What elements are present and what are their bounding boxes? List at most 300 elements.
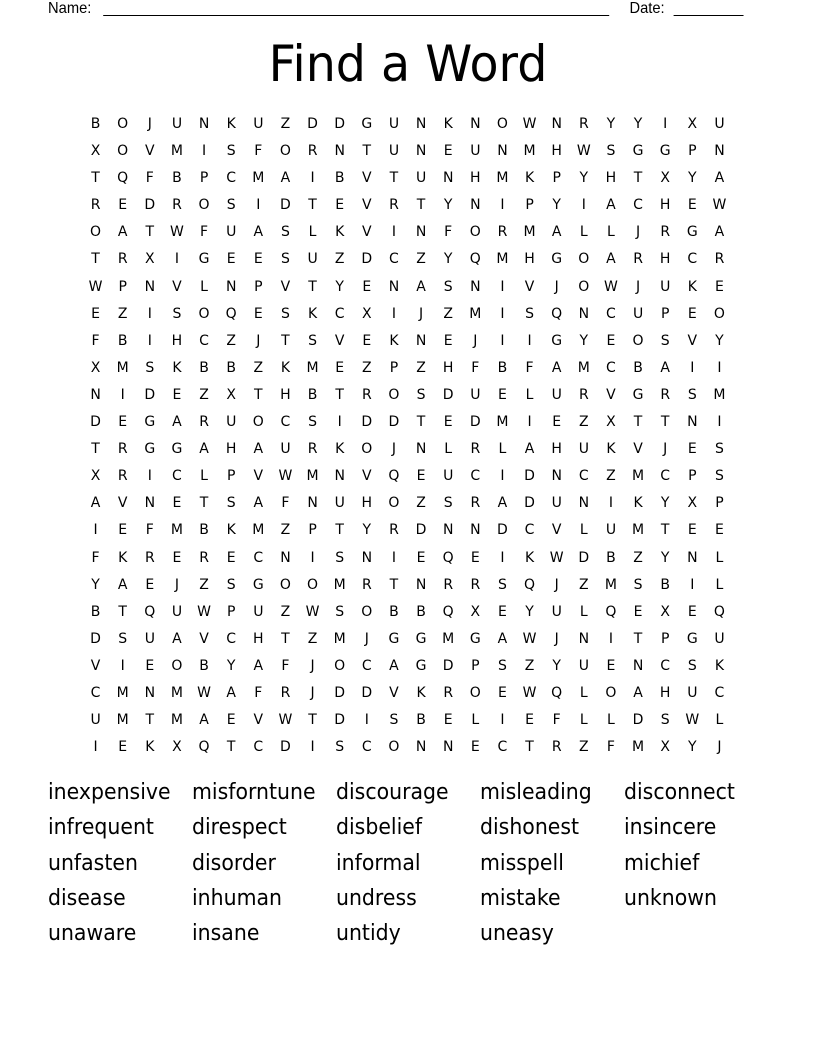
grid-cell[interactable]: S <box>226 197 236 214</box>
grid-cell[interactable]: D <box>524 495 535 512</box>
grid-cell[interactable]: H <box>659 684 671 701</box>
grid-cell[interactable]: Y <box>660 549 670 566</box>
grid-cell[interactable]: Y <box>579 332 589 349</box>
grid-cell[interactable]: B <box>416 603 426 620</box>
grid-cell[interactable]: I <box>500 468 505 485</box>
grid-cell[interactable]: O <box>279 576 291 593</box>
grid-cell[interactable]: S <box>335 603 345 620</box>
grid-cell[interactable]: T <box>633 630 643 647</box>
grid-cell[interactable]: Z <box>253 359 264 376</box>
grid-cell[interactable]: N <box>687 549 698 566</box>
grid-cell[interactable]: I <box>527 332 532 349</box>
grid-cell[interactable]: Z <box>443 305 453 322</box>
grid-cell[interactable]: W <box>88 278 103 295</box>
grid-cell[interactable]: T <box>416 197 426 214</box>
grid-cell[interactable]: Y <box>552 657 561 674</box>
grid-cell[interactable]: C <box>578 468 589 485</box>
grid-cell[interactable]: R <box>389 522 399 539</box>
grid-cell[interactable]: B <box>172 170 182 187</box>
grid-cell[interactable]: A <box>253 224 264 241</box>
grid-cell[interactable]: C <box>199 332 209 349</box>
grid-cell[interactable]: U <box>551 495 562 512</box>
grid-cell[interactable]: R <box>551 739 562 756</box>
grid-cell[interactable]: S <box>308 332 317 349</box>
grid-cell[interactable]: X <box>145 251 155 268</box>
grid-cell[interactable]: V <box>334 332 345 349</box>
grid-cell[interactable]: Q <box>605 603 617 620</box>
grid-cell[interactable]: K <box>280 359 291 376</box>
grid-cell[interactable]: F <box>444 224 453 241</box>
grid-cell[interactable]: C <box>253 549 264 566</box>
grid-cell[interactable]: E <box>498 684 507 701</box>
grid-cell[interactable]: A <box>497 630 508 647</box>
grid-cell[interactable]: D <box>442 386 454 403</box>
grid-cell[interactable]: E <box>443 143 453 160</box>
grid-cell[interactable]: R <box>443 576 454 593</box>
grid-cell[interactable]: N <box>714 143 725 160</box>
grid-cell[interactable]: M <box>116 684 129 701</box>
grid-cell[interactable]: T <box>362 143 372 160</box>
grid-cell[interactable]: D <box>144 197 156 214</box>
grid-cell[interactable]: P <box>660 630 670 647</box>
grid-cell[interactable]: Q <box>551 305 563 322</box>
grid-cell[interactable]: E <box>470 739 480 756</box>
grid-cell[interactable]: P <box>254 278 263 295</box>
grid-cell[interactable]: A <box>280 170 291 187</box>
grid-cell[interactable]: K <box>416 684 426 701</box>
grid-cell[interactable]: Q <box>117 170 129 187</box>
grid-cell[interactable]: O <box>90 224 102 241</box>
grid-cell[interactable]: T <box>91 170 100 187</box>
grid-cell[interactable]: K <box>172 359 182 376</box>
grid-cell[interactable]: O <box>578 278 590 295</box>
grid-cell[interactable]: E <box>606 332 616 349</box>
grid-cell[interactable]: X <box>687 495 698 512</box>
grid-cell[interactable]: N <box>442 170 454 187</box>
grid-cell[interactable]: C <box>470 468 481 485</box>
grid-cell[interactable]: V <box>362 224 372 241</box>
grid-cell[interactable]: A <box>253 441 264 458</box>
grid-cell[interactable]: N <box>280 549 291 566</box>
grid-cell[interactable]: M <box>442 630 455 647</box>
grid-cell[interactable]: R <box>470 441 481 458</box>
grid-cell[interactable]: D <box>469 414 481 431</box>
grid-cell[interactable]: N <box>307 495 318 512</box>
grid-cell[interactable]: E <box>552 414 562 431</box>
grid-cell[interactable]: U <box>415 170 427 187</box>
grid-cell[interactable]: C <box>497 739 508 756</box>
grid-cell[interactable]: R <box>443 684 454 701</box>
grid-cell[interactable]: J <box>554 630 559 647</box>
grid-cell[interactable]: K <box>443 116 453 132</box>
grid-cell[interactable]: W <box>522 684 537 701</box>
grid-cell[interactable]: Y <box>688 739 697 756</box>
grid-cell[interactable]: H <box>171 332 183 349</box>
grid-cell[interactable]: Z <box>307 630 318 647</box>
grid-cell[interactable]: Z <box>524 657 535 674</box>
grid-cell[interactable]: E <box>687 603 697 620</box>
grid-cell[interactable]: S <box>280 305 290 322</box>
grid-cell[interactable]: U <box>551 386 562 403</box>
grid-cell[interactable]: I <box>174 251 179 268</box>
grid-cell[interactable]: C <box>687 251 698 268</box>
grid-cell[interactable]: E <box>172 549 182 566</box>
grid-cell[interactable]: Z <box>633 549 643 566</box>
grid-cell[interactable]: G <box>551 332 563 349</box>
grid-cell[interactable]: A <box>253 657 264 674</box>
grid-cell[interactable]: R <box>361 386 372 403</box>
grid-cell[interactable]: Z <box>416 359 426 376</box>
grid-cell[interactable]: L <box>579 712 588 729</box>
grid-cell[interactable]: R <box>144 549 155 566</box>
grid-cell[interactable]: N <box>415 143 427 160</box>
grid-cell[interactable]: L <box>308 224 317 241</box>
grid-cell[interactable]: G <box>388 630 400 647</box>
grid-cell[interactable]: M <box>252 170 265 187</box>
grid-cell[interactable]: P <box>688 468 697 485</box>
grid-cell[interactable]: T <box>416 414 426 431</box>
grid-cell[interactable]: I <box>608 630 613 647</box>
grid-cell[interactable]: N <box>415 224 427 241</box>
grid-cell[interactable]: E <box>687 441 697 458</box>
grid-cell[interactable]: T <box>226 739 236 756</box>
grid-cell[interactable]: J <box>391 441 396 458</box>
grid-cell[interactable]: E <box>443 712 453 729</box>
grid-cell[interactable]: C <box>361 739 372 756</box>
grid-cell[interactable]: P <box>525 197 534 214</box>
grid-cell[interactable]: C <box>606 305 616 322</box>
grid-cell[interactable]: J <box>554 278 559 295</box>
grid-cell[interactable]: G <box>198 251 210 268</box>
grid-cell[interactable]: O <box>171 657 183 674</box>
grid-cell[interactable]: D <box>144 386 156 403</box>
grid-cell[interactable]: N <box>442 739 454 756</box>
grid-cell[interactable]: Q <box>144 603 156 620</box>
grid-cell[interactable]: T <box>660 414 670 431</box>
grid-cell[interactable]: T <box>389 170 399 187</box>
grid-cell[interactable]: Y <box>633 116 643 132</box>
grid-cell[interactable]: P <box>199 170 209 187</box>
grid-cell[interactable]: E <box>525 712 534 729</box>
grid-cell[interactable]: A <box>416 278 426 295</box>
grid-cell[interactable]: C <box>172 468 182 485</box>
grid-cell[interactable]: N <box>144 495 156 512</box>
grid-cell[interactable]: V <box>280 278 291 295</box>
grid-cell[interactable]: Y <box>91 576 100 593</box>
grid-cell[interactable]: V <box>687 332 698 349</box>
grid-cell[interactable]: F <box>200 224 209 241</box>
grid-cell[interactable]: V <box>362 197 372 214</box>
grid-cell[interactable]: W <box>685 712 700 729</box>
grid-cell[interactable]: M <box>496 251 509 268</box>
grid-cell[interactable]: W <box>170 224 184 241</box>
grid-cell[interactable]: N <box>632 657 644 674</box>
grid-cell[interactable]: E <box>226 712 236 729</box>
grid-cell[interactable]: X <box>606 414 616 431</box>
grid-cell[interactable]: Q <box>442 549 454 566</box>
grid-cell[interactable]: K <box>714 657 725 674</box>
grid-cell[interactable]: N <box>144 278 156 295</box>
grid-cell[interactable]: M <box>252 522 265 539</box>
grid-cell[interactable]: Z <box>416 495 426 512</box>
grid-cell[interactable]: V <box>145 143 155 160</box>
grid-cell[interactable]: H <box>225 441 237 458</box>
grid-cell[interactable]: E <box>470 549 480 566</box>
grid-cell[interactable]: I <box>310 739 315 756</box>
grid-cell[interactable]: U <box>470 143 481 160</box>
grid-cell[interactable]: N <box>551 116 562 132</box>
grid-cell[interactable]: V <box>524 278 535 295</box>
grid-cell[interactable]: K <box>335 441 345 458</box>
grid-cell[interactable]: W <box>278 468 293 485</box>
grid-cell[interactable]: D <box>578 549 590 566</box>
grid-cell[interactable]: B <box>117 332 128 349</box>
grid-cell[interactable]: G <box>469 630 481 647</box>
grid-cell[interactable]: R <box>307 441 318 458</box>
grid-cell[interactable]: S <box>497 657 507 674</box>
grid-cell[interactable]: E <box>145 576 155 593</box>
grid-cell[interactable]: L <box>715 549 724 566</box>
grid-cell[interactable]: Q <box>442 603 454 620</box>
grid-cell[interactable]: O <box>117 116 129 132</box>
grid-cell[interactable]: I <box>608 495 613 512</box>
grid-cell[interactable]: Q <box>551 684 563 701</box>
grid-cell[interactable]: F <box>145 522 154 539</box>
grid-cell[interactable]: A <box>497 495 508 512</box>
grid-cell[interactable]: Q <box>388 468 400 485</box>
grid-cell[interactable]: I <box>500 305 505 322</box>
grid-cell[interactable]: E <box>498 603 507 620</box>
grid-cell[interactable]: V <box>117 495 128 512</box>
grid-cell[interactable]: A <box>606 251 616 268</box>
grid-cell[interactable]: A <box>172 630 182 647</box>
grid-cell[interactable]: O <box>388 386 400 403</box>
grid-cell[interactable]: I <box>500 332 505 349</box>
grid-cell[interactable]: Y <box>226 657 236 674</box>
grid-cell[interactable]: U <box>90 712 101 729</box>
grid-cell[interactable]: N <box>687 414 698 431</box>
grid-cell[interactable]: S <box>308 414 317 431</box>
grid-cell[interactable]: T <box>118 603 127 620</box>
grid-cell[interactable]: I <box>391 305 396 322</box>
grid-cell[interactable]: Y <box>335 278 344 295</box>
grid-cell[interactable]: M <box>170 712 183 729</box>
grid-cell[interactable]: I <box>690 359 695 376</box>
grid-cell[interactable]: N <box>470 522 481 539</box>
grid-cell[interactable]: U <box>171 116 183 132</box>
grid-cell[interactable]: X <box>470 603 481 620</box>
grid-cell[interactable]: E <box>362 332 372 349</box>
grid-cell[interactable]: V <box>551 522 562 539</box>
grid-cell[interactable]: S <box>416 386 426 403</box>
grid-cell[interactable]: G <box>252 576 264 593</box>
grid-cell[interactable]: Y <box>715 332 724 349</box>
grid-cell[interactable]: B <box>497 359 508 376</box>
grid-cell[interactable]: K <box>307 305 318 322</box>
grid-cell[interactable]: P <box>226 468 236 485</box>
grid-cell[interactable]: P <box>715 495 724 512</box>
grid-cell[interactable]: J <box>635 224 641 241</box>
grid-cell[interactable]: M <box>333 630 346 647</box>
grid-cell[interactable]: E <box>715 522 724 539</box>
grid-cell[interactable]: Y <box>660 495 670 512</box>
grid-cell[interactable]: T <box>525 739 534 756</box>
grid-cell[interactable]: C <box>660 468 671 485</box>
grid-cell[interactable]: R <box>199 414 209 431</box>
grid-cell[interactable]: L <box>579 522 588 539</box>
grid-cell[interactable]: E <box>253 305 263 322</box>
grid-cell[interactable]: W <box>576 143 591 160</box>
grid-cell[interactable]: J <box>364 630 369 647</box>
grid-cell[interactable]: S <box>606 143 616 160</box>
grid-cell[interactable]: K <box>524 170 535 187</box>
grid-cell[interactable]: T <box>335 522 344 539</box>
grid-cell[interactable]: M <box>577 359 590 376</box>
grid-cell[interactable]: E <box>253 251 263 268</box>
grid-cell[interactable]: R <box>633 251 643 268</box>
grid-cell[interactable]: R <box>307 143 318 160</box>
grid-cell[interactable]: O <box>578 251 590 268</box>
grid-cell[interactable]: I <box>120 386 125 403</box>
grid-cell[interactable]: J <box>554 576 559 593</box>
grid-cell[interactable]: Z <box>226 332 236 349</box>
grid-cell[interactable]: B <box>606 549 616 566</box>
grid-cell[interactable]: T <box>660 522 670 539</box>
grid-cell[interactable]: B <box>90 116 101 132</box>
grid-cell[interactable]: M <box>170 522 183 539</box>
grid-cell[interactable]: X <box>687 116 698 132</box>
grid-cell[interactable]: D <box>388 414 400 431</box>
grid-cell[interactable]: O <box>605 684 617 701</box>
grid-cell[interactable]: B <box>199 359 209 376</box>
grid-cell[interactable]: G <box>415 657 427 674</box>
grid-cell[interactable]: I <box>147 468 152 485</box>
grid-cell[interactable]: B <box>199 522 209 539</box>
grid-cell[interactable]: F <box>145 170 154 187</box>
grid-cell[interactable]: L <box>579 684 588 701</box>
grid-cell[interactable]: X <box>362 305 372 322</box>
grid-cell[interactable]: S <box>226 495 236 512</box>
grid-cell[interactable]: A <box>714 170 725 187</box>
grid-cell[interactable]: P <box>552 170 561 187</box>
grid-cell[interactable]: S <box>714 441 724 458</box>
grid-cell[interactable]: C <box>606 359 616 376</box>
grid-cell[interactable]: R <box>578 116 589 132</box>
grid-cell[interactable]: O <box>496 116 508 132</box>
grid-cell[interactable]: C <box>226 170 237 187</box>
grid-cell[interactable]: U <box>605 522 617 539</box>
grid-cell[interactable]: H <box>361 495 373 512</box>
grid-cell[interactable]: L <box>607 712 615 729</box>
grid-cell[interactable]: U <box>253 603 264 620</box>
grid-cell[interactable]: V <box>362 468 372 485</box>
grid-cell[interactable]: Z <box>117 305 128 322</box>
grid-cell[interactable]: E <box>633 603 643 620</box>
grid-cell[interactable]: I <box>500 712 505 729</box>
grid-cell[interactable]: M <box>170 684 183 701</box>
grid-cell[interactable]: X <box>90 359 101 376</box>
grid-cell[interactable]: H <box>659 197 671 214</box>
grid-cell[interactable]: E <box>335 359 345 376</box>
grid-cell[interactable]: K <box>524 549 535 566</box>
grid-cell[interactable]: O <box>361 441 373 458</box>
grid-cell[interactable]: I <box>147 332 152 349</box>
grid-cell[interactable]: M <box>333 576 346 593</box>
grid-cell[interactable]: K <box>226 116 236 132</box>
grid-cell[interactable]: V <box>389 684 399 701</box>
grid-cell[interactable]: A <box>172 414 182 431</box>
grid-cell[interactable]: U <box>551 603 562 620</box>
grid-cell[interactable]: M <box>604 576 617 593</box>
grid-cell[interactable]: R <box>117 251 128 268</box>
grid-cell[interactable]: Z <box>280 603 291 620</box>
grid-cell[interactable]: F <box>281 657 290 674</box>
grid-cell[interactable]: N <box>334 468 345 485</box>
grid-cell[interactable]: K <box>687 278 697 295</box>
grid-cell[interactable]: M <box>523 224 536 241</box>
grid-cell[interactable]: N <box>415 441 427 458</box>
grid-cell[interactable]: N <box>578 305 590 322</box>
grid-cell[interactable]: N <box>415 116 427 132</box>
grid-cell[interactable]: X <box>660 170 670 187</box>
grid-cell[interactable]: I <box>364 712 369 729</box>
grid-cell[interactable]: Y <box>443 251 453 268</box>
grid-cell[interactable]: E <box>172 495 182 512</box>
grid-cell[interactable]: L <box>200 278 208 295</box>
grid-cell[interactable]: T <box>308 197 317 214</box>
grid-cell[interactable]: G <box>632 143 644 160</box>
grid-cell[interactable]: I <box>500 197 505 214</box>
grid-cell[interactable]: X <box>90 468 101 485</box>
grid-cell[interactable]: R <box>90 197 101 214</box>
grid-cell[interactable]: S <box>226 576 236 593</box>
grid-cell[interactable]: E <box>715 278 724 295</box>
grid-cell[interactable]: R <box>470 576 481 593</box>
grid-cell[interactable]: E <box>416 549 426 566</box>
grid-cell[interactable]: C <box>253 739 264 756</box>
grid-cell[interactable]: E <box>118 414 128 431</box>
grid-cell[interactable]: E <box>498 386 507 403</box>
grid-cell[interactable]: U <box>334 495 345 512</box>
grid-cell[interactable]: A <box>389 657 399 674</box>
grid-cell[interactable]: R <box>660 224 671 241</box>
grid-cell[interactable]: T <box>91 251 100 268</box>
grid-cell[interactable]: W <box>278 712 293 729</box>
grid-cell[interactable]: S <box>443 278 453 295</box>
grid-cell[interactable]: I <box>147 305 152 322</box>
grid-cell[interactable]: O <box>632 332 644 349</box>
grid-cell[interactable]: S <box>687 386 697 403</box>
grid-cell[interactable]: V <box>172 278 182 295</box>
grid-cell[interactable]: W <box>712 197 727 214</box>
grid-cell[interactable]: I <box>120 657 125 674</box>
grid-cell[interactable]: T <box>254 386 263 403</box>
grid-cell[interactable]: D <box>90 414 101 431</box>
grid-cell[interactable]: D <box>307 116 318 132</box>
grid-cell[interactable]: L <box>715 712 724 729</box>
grid-cell[interactable]: C <box>280 414 291 431</box>
grid-cell[interactable]: E <box>145 657 155 674</box>
grid-cell[interactable]: M <box>116 712 129 729</box>
grid-cell[interactable]: I <box>663 116 668 132</box>
grid-cell[interactable]: N <box>198 116 210 132</box>
grid-cell[interactable]: J <box>717 739 722 756</box>
grid-cell[interactable]: Y <box>606 116 616 132</box>
grid-cell[interactable]: K <box>606 441 616 458</box>
grid-cell[interactable]: R <box>389 197 399 214</box>
grid-cell[interactable]: V <box>606 386 616 403</box>
grid-cell[interactable]: R <box>660 386 671 403</box>
